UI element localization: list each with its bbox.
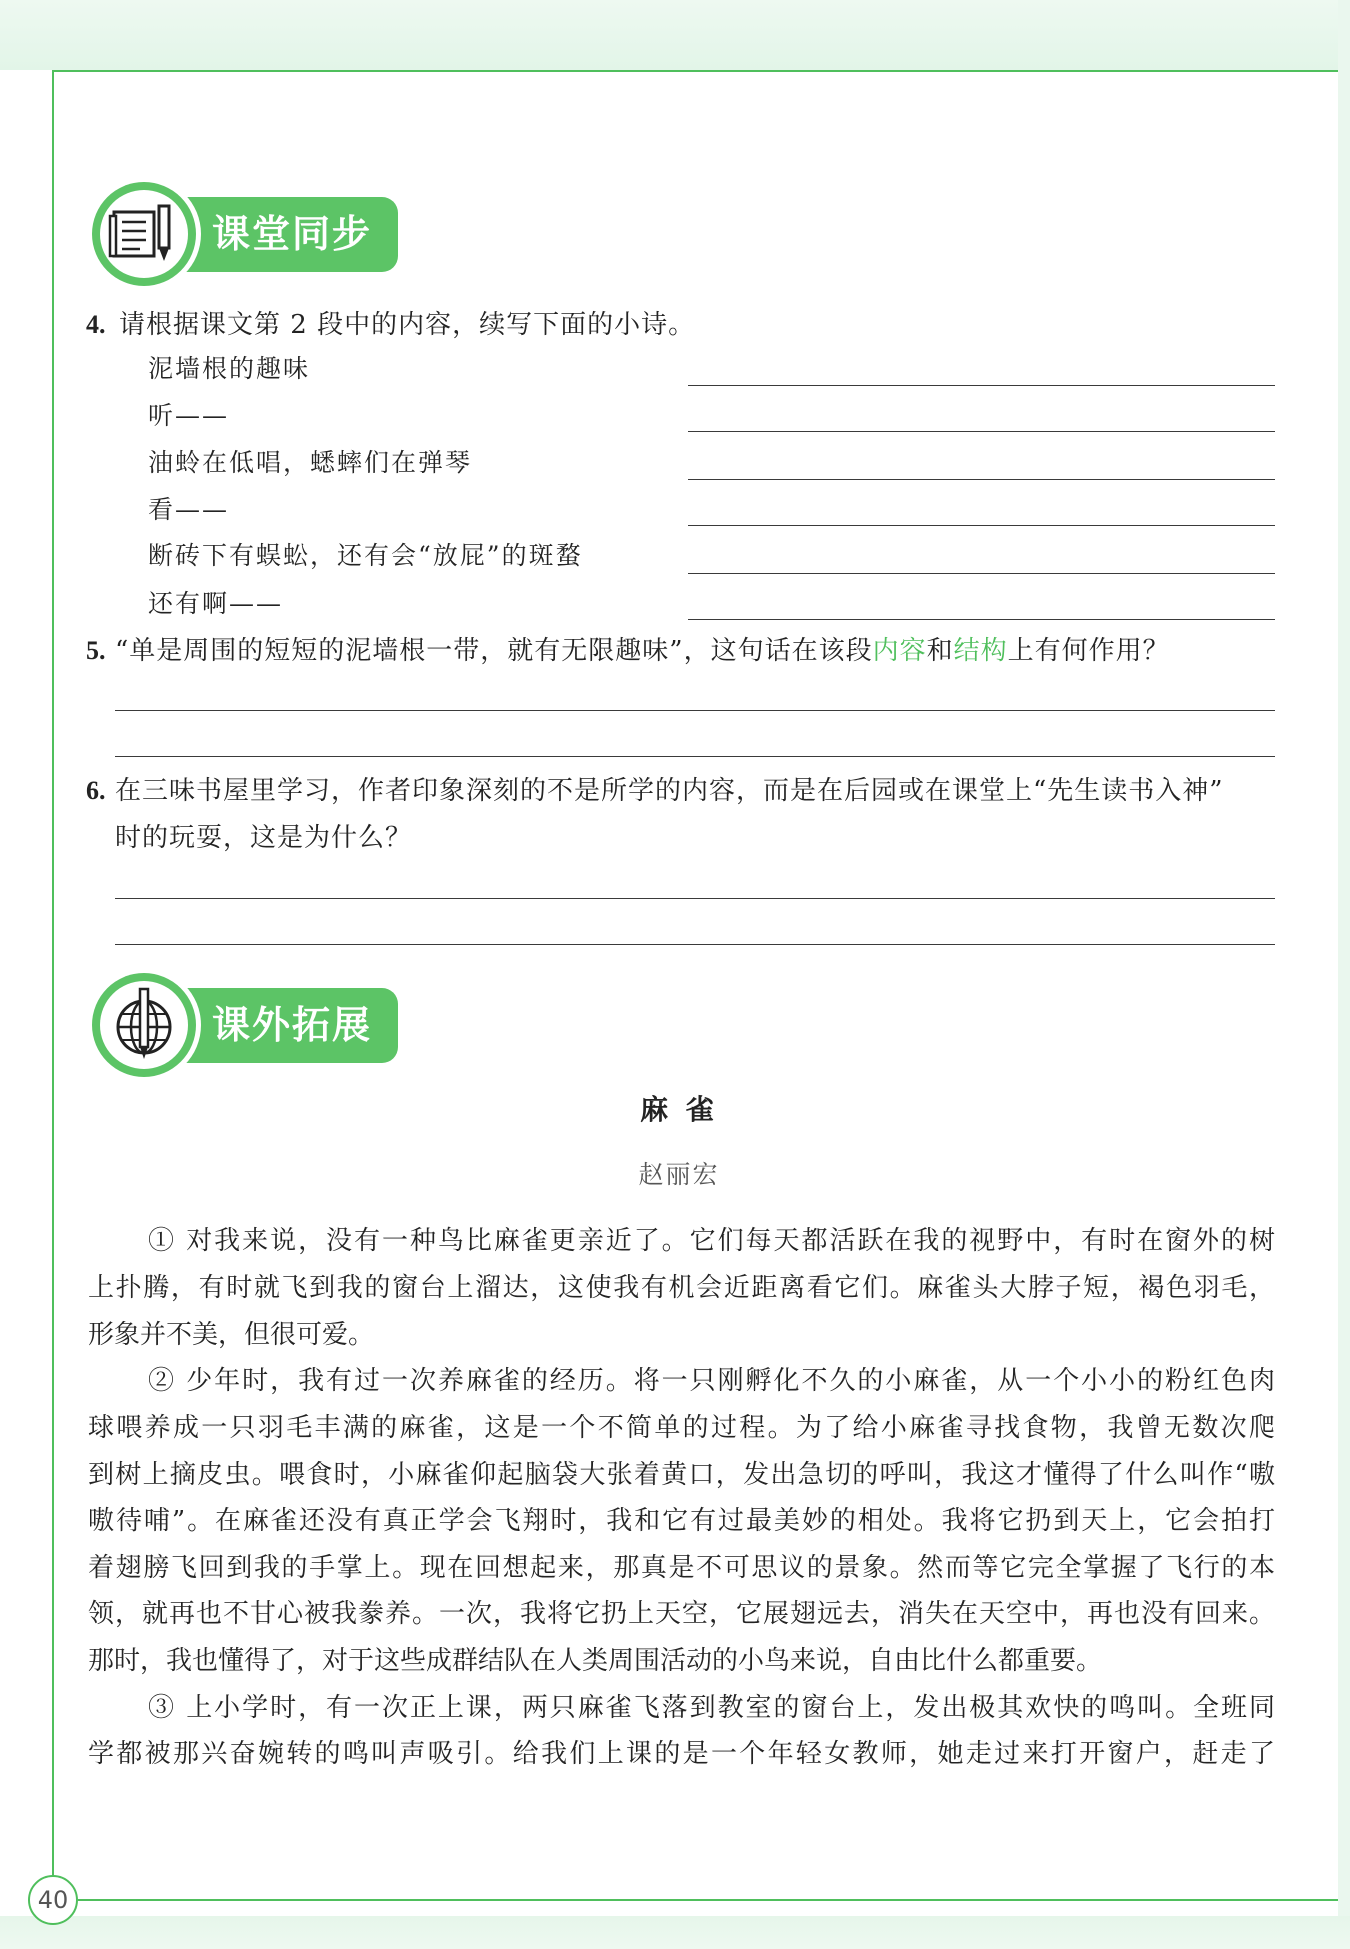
answer-line	[688, 431, 1275, 432]
q5-text-after: 上有何作用？	[1007, 636, 1170, 666]
q5-text-middle: 和	[926, 636, 954, 666]
q6-prompt-line: 时的玩耍，这是为什么？	[115, 823, 413, 853]
answer-line	[115, 710, 1275, 711]
q5-prompt	[115, 633, 1170, 669]
article-line: 领，就再也不甘心被我豢养。一次，我将它扔上天空，它展翅远去，消失在天空中，再也没有回来。	[88, 1599, 1275, 1629]
q4-prompt: 请根据课文第 2 段中的内容，续写下面的小诗。	[119, 310, 696, 340]
article-line: 上扑腾，有时就飞到我的窗台上溜达，这使我有机会近距离看它们。麻雀头大脖子短，褐色羽毛，	[88, 1273, 1275, 1303]
q6-number: 6.	[86, 776, 106, 805]
q5-number: 5.	[86, 636, 106, 665]
article-author: 赵丽宏	[638, 1160, 720, 1189]
notebook-pencil-icon	[86, 176, 202, 292]
article-line: 学都被那兴奋婉转的鸣叫声吸引。给我们上课的是一个年轻女教师，她走过来打开窗户，赶走了	[88, 1739, 1275, 1769]
answer-line	[688, 525, 1275, 526]
right-band	[1338, 0, 1350, 1949]
q4-number: 4.	[86, 310, 106, 339]
answer-line	[115, 756, 1275, 757]
page-number: 40	[28, 1875, 78, 1925]
poem-line: 还有啊——	[148, 589, 284, 618]
article-line: 着翅膀飞回到我的手掌上。现在回想起来，那真是不可思议的景象。然而等它完全掌握了飞行的本	[88, 1553, 1275, 1583]
poem-line: 油蛉在低唱，蟋蟀们在弹琴	[148, 448, 473, 477]
article-line: 形象并不美，但很可爱。	[88, 1320, 375, 1350]
article-line: 到树上摘皮虫。喂食时，小麻雀仰起脑袋大张着黄口，发出急切的呼叫，我这才懂得了什么叫作“嗷	[88, 1460, 1275, 1490]
poem-line: 泥墙根的趣味	[148, 354, 311, 383]
poem-line: 听——	[148, 401, 230, 430]
answer-line	[688, 573, 1275, 574]
answer-line	[688, 479, 1275, 480]
q5-text-before: “单是周围的短短的泥墙根一带，就有无限趣味”，这句话在该段	[115, 636, 873, 666]
frame-top-line	[52, 70, 1338, 72]
frame-left-line	[52, 70, 54, 1876]
article-line: 嗷待哺”。在麻雀还没有真正学会飞翔时，我和它有过最美妙的相处。我将它扔到天上，它会拍打	[88, 1506, 1275, 1536]
article-line: 那时，我也懂得了，对于这些成群结队在人类周围活动的小鸟来说，自由比什么都重要。	[88, 1646, 1103, 1676]
poem-line: 看——	[148, 495, 230, 524]
frame-bottom-line	[78, 1899, 1338, 1901]
top-band	[0, 0, 1350, 70]
answer-line	[688, 385, 1275, 386]
article-line: ② 少年时，我有过一次养麻雀的经历。将一只刚孵化不久的小麻雀，从一个小小的粉红色肉	[148, 1366, 1275, 1396]
section-title: 课堂同步	[212, 212, 373, 256]
article-line: ③ 上小学时，有一次正上课，两只麻雀飞落到教室的窗台上，发出极其欢快的鸣叫。全班同	[148, 1693, 1275, 1723]
poem-line: 断砖下有蜈蚣，还有会“放屁”的斑蝥	[148, 541, 583, 570]
answer-line	[688, 619, 1275, 620]
q5-highlight-structure: 结构	[953, 636, 1008, 666]
answer-line	[115, 898, 1275, 899]
bottom-band	[0, 1916, 1350, 1949]
article-line: 球喂养成一只羽毛丰满的麻雀，这是一个不简单的过程。为了给小麻雀寻找食物，我曾无数次爬	[88, 1413, 1275, 1443]
globe-pencil-icon	[86, 967, 202, 1083]
q5-highlight-content: 内容	[872, 636, 927, 666]
section-title: 课外拓展	[212, 1003, 373, 1047]
answer-line	[115, 944, 1275, 945]
article-title: 麻 雀	[640, 1093, 718, 1126]
q6-prompt-line: 在三味书屋里学习，作者印象深刻的不是所学的内容，而是在后园或在课堂上“先生读书入神”	[115, 776, 1224, 806]
article-line: ① 对我来说，没有一种鸟比麻雀更亲近了。它们每天都活跃在我的视野中，有时在窗外的树	[148, 1226, 1275, 1256]
